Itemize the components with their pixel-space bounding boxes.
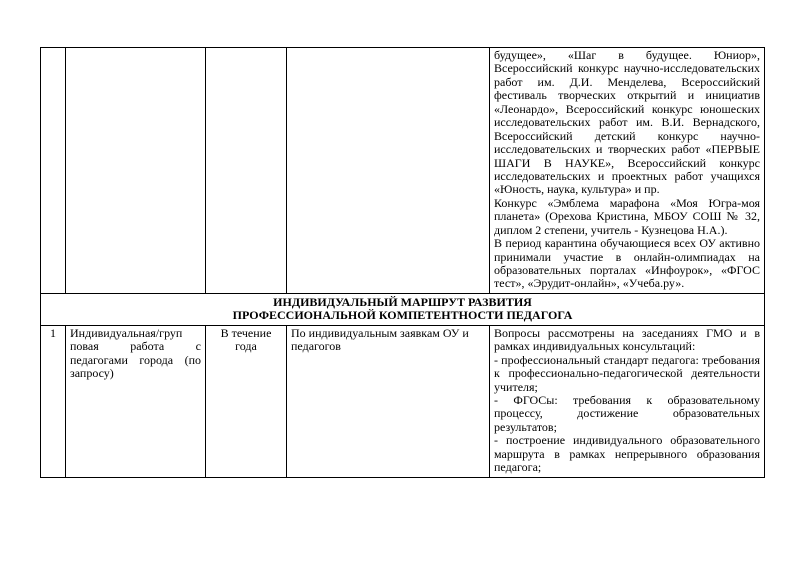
section-header-row (41, 293, 765, 325)
section-title-line1: ИНДИВИДУАЛЬНЫЙ МАРШРУТ РАЗВИТИЯ (273, 294, 532, 309)
section-title-line2: ПРОФЕССИОНАЛЬНОЙ КОМПЕТЕНТНОСТИ ПЕДАГОГА (232, 308, 573, 323)
results-paragraph: - профессиональный стандарт педагога: требования к профессионально-педагогической деятельности учителя; (494, 352, 760, 394)
results-paragraph: В период карантина обучающиеся всех ОУ активно принимали участие в онлайн-олимпиадах на образовательных порталах «Инфоурок», «ФГОС тест», «Эрудит-онлайн», «Учеба.ру». (494, 236, 760, 291)
cell-requests-empty (287, 48, 490, 294)
section-header-cell (41, 293, 765, 325)
results-paragraph: будущее», «Шаг в будущее. Юниор», Всероссийский конкурс научно-исследовательских работ им. Д.И. Менделева, Всероссийский фестиваль творческих открытий и инициатив «Леонардо», Всероссийский конкурс юношеских исследовательских работ им. В.И. Вернадского, Всероссийский детский конкурс научно-исследовательских и творческих работ «ПЕРВЫЕ ШАГИ В НАУКЕ», Всероссийский конкурс исследовательских и проектных работ учащихся «Юность, наука, культура» и пр. (494, 48, 760, 197)
cell-period-empty (206, 48, 287, 294)
results-paragraph: Конкурс «Эмблема марафона «Моя Югра-моя планета» (Орехова Кристина, МБОУ СОШ № 32, диплом 2 степени, учитель - Кузнецова Н.А.). (494, 195, 760, 237)
cell-requests: По индивидуальным заявкам ОУ и педагогов (287, 325, 490, 477)
table-row (41, 325, 765, 477)
cell-results (490, 325, 765, 477)
results-paragraph: - ФГОСы: требования к образовательному процессу, достижение образовательных результатов; (494, 392, 760, 434)
cell-activity: Индивидуальная/груп повая работа с педагогами города (по запросу) (66, 325, 206, 477)
cell-period: В течение года (206, 325, 287, 477)
plan-table (40, 47, 765, 478)
cell-results (490, 48, 765, 294)
cell-number-empty (41, 48, 66, 294)
table-row-continuation (41, 48, 765, 294)
results-paragraph: - построение индивидуального образовательного маршрута в рамках непрерывного образования педагога; (494, 433, 760, 475)
cell-activity-empty (66, 48, 206, 294)
results-paragraph: Вопросы рассмотрены на заседаниях ГМО и в рамках индивидуальных консультаций: (494, 325, 760, 354)
cell-number: 1 (41, 325, 66, 477)
